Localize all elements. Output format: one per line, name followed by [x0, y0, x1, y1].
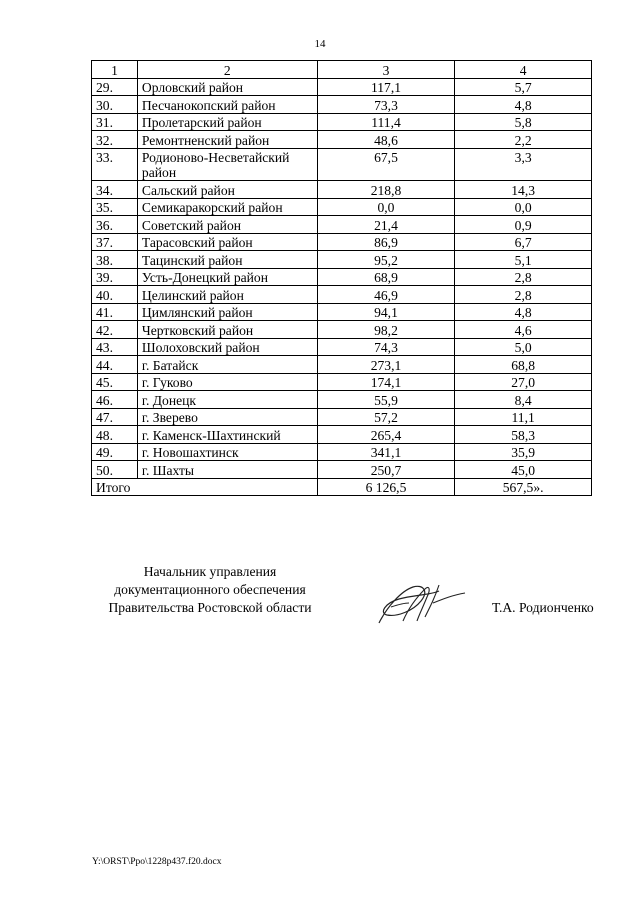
table-row — [92, 216, 592, 234]
file-path-footer: Y:\ORST\Ppo\1228p437.f20.docx — [92, 857, 222, 867]
page-number: 14 — [314, 38, 326, 50]
row-value-3: 86,9 — [317, 233, 455, 251]
row-number: 37. — [92, 233, 138, 251]
table-row — [92, 251, 592, 269]
row-name: г. Батайск — [137, 356, 317, 374]
row-value-4: 68,8 — [455, 356, 592, 374]
row-value-4: 11,1 — [455, 408, 592, 426]
row-value-4: 4,8 — [455, 303, 592, 321]
row-value-4: 0,9 — [455, 216, 592, 234]
row-name: Усть-Донецкий район — [137, 268, 317, 286]
row-value-4: 27,0 — [455, 373, 592, 391]
row-number: 31. — [92, 113, 138, 131]
row-value-3: 341,1 — [317, 443, 455, 461]
row-number: 33. — [92, 148, 138, 181]
row-number: 42. — [92, 321, 138, 339]
signature-title-line-2: документационного обеспечения — [114, 582, 306, 597]
table-row — [92, 233, 592, 251]
row-number: 41. — [92, 303, 138, 321]
row-value-3: 73,3 — [317, 96, 455, 114]
total-value-4: 567,5». — [455, 478, 592, 496]
row-value-4: 5,1 — [455, 251, 592, 269]
table-row — [92, 321, 592, 339]
row-number: 36. — [92, 216, 138, 234]
row-number: 40. — [92, 286, 138, 304]
row-value-3: 57,2 — [317, 408, 455, 426]
table-row — [92, 426, 592, 444]
table-row — [92, 131, 592, 149]
table-row — [92, 338, 592, 356]
row-value-4: 35,9 — [455, 443, 592, 461]
table-row — [92, 181, 592, 199]
row-value-3: 21,4 — [317, 216, 455, 234]
signature-title-line-3: Правительства Ростовской области — [108, 600, 312, 615]
row-name: Цимлянский район — [137, 303, 317, 321]
total-label: Итого — [92, 478, 318, 496]
row-value-3: 67,5 — [317, 148, 455, 181]
row-name: г. Донецк — [137, 391, 317, 409]
row-name: Пролетарский район — [137, 113, 317, 131]
row-name: Песчанокопский район — [137, 96, 317, 114]
row-value-3: 55,9 — [317, 391, 455, 409]
row-name: г. Каменск-Шахтинский — [137, 426, 317, 444]
row-number: 43. — [92, 338, 138, 356]
row-value-4: 5,0 — [455, 338, 592, 356]
row-value-4: 2,8 — [455, 286, 592, 304]
row-value-3: 174,1 — [317, 373, 455, 391]
row-name: Целинский район — [137, 286, 317, 304]
signatory-name: Т.А. Родионченко — [492, 600, 594, 615]
row-value-4: 3,3 — [455, 148, 592, 181]
row-value-3: 74,3 — [317, 338, 455, 356]
table-row — [92, 96, 592, 114]
table-row — [92, 408, 592, 426]
row-number: 35. — [92, 198, 138, 216]
table-row — [92, 461, 592, 479]
row-name: г. Новошахтинск — [137, 443, 317, 461]
row-value-4: 45,0 — [455, 461, 592, 479]
row-value-4: 4,6 — [455, 321, 592, 339]
row-value-3: 111,4 — [317, 113, 455, 131]
row-value-4: 58,3 — [455, 426, 592, 444]
row-name: Чертковский район — [137, 321, 317, 339]
row-value-3: 98,2 — [317, 321, 455, 339]
row-name: Родионово-Несветайский район — [137, 148, 317, 181]
row-number: 34. — [92, 181, 138, 199]
row-value-3: 117,1 — [317, 78, 455, 96]
row-name: Шолоховский район — [137, 338, 317, 356]
row-name: г. Гуково — [137, 373, 317, 391]
row-value-4: 8,4 — [455, 391, 592, 409]
row-value-4: 5,7 — [455, 78, 592, 96]
row-number: 29. — [92, 78, 138, 96]
row-value-3: 48,6 — [317, 131, 455, 149]
handwritten-signature — [373, 577, 468, 629]
row-value-3: 265,4 — [317, 426, 455, 444]
row-value-3: 94,1 — [317, 303, 455, 321]
header-cell-4: 4 — [455, 61, 592, 79]
table-body — [92, 61, 592, 496]
table-row — [92, 286, 592, 304]
signature-title-line-1: Начальник управления — [143, 564, 277, 579]
table-row — [92, 356, 592, 374]
row-name: Семикаракорский район — [137, 198, 317, 216]
row-name: г. Шахты — [137, 461, 317, 479]
row-value-4: 2,2 — [455, 131, 592, 149]
row-number: 32. — [92, 131, 138, 149]
total-value-3: 6 126,5 — [317, 478, 455, 496]
row-name: Советский район — [137, 216, 317, 234]
row-value-3: 46,9 — [317, 286, 455, 304]
row-number: 46. — [92, 391, 138, 409]
row-number: 44. — [92, 356, 138, 374]
signature-title — [90, 563, 330, 617]
row-name: г. Зверево — [137, 408, 317, 426]
header-cell-1: 1 — [92, 61, 138, 79]
table-row — [92, 198, 592, 216]
row-number: 49. — [92, 443, 138, 461]
row-number: 50. — [92, 461, 138, 479]
table-row — [92, 268, 592, 286]
row-value-4: 14,3 — [455, 181, 592, 199]
row-value-4: 5,8 — [455, 113, 592, 131]
row-number: 45. — [92, 373, 138, 391]
row-value-3: 95,2 — [317, 251, 455, 269]
header-cell-3: 3 — [317, 61, 455, 79]
row-number: 30. — [92, 96, 138, 114]
row-value-4: 6,7 — [455, 233, 592, 251]
row-name: Тацинский район — [137, 251, 317, 269]
row-number: 39. — [92, 268, 138, 286]
table-row — [92, 148, 592, 181]
row-value-3: 68,9 — [317, 268, 455, 286]
table-row — [92, 303, 592, 321]
table-row — [92, 443, 592, 461]
table-row — [92, 113, 592, 131]
row-value-3: 250,7 — [317, 461, 455, 479]
row-name: Орловский район — [137, 78, 317, 96]
table-total-row — [92, 478, 592, 496]
header-cell-2: 2 — [137, 61, 317, 79]
row-number: 48. — [92, 426, 138, 444]
table-row — [92, 78, 592, 96]
row-value-4: 0,0 — [455, 198, 592, 216]
row-number: 38. — [92, 251, 138, 269]
table-header-row — [92, 61, 592, 79]
row-value-4: 4,8 — [455, 96, 592, 114]
row-name: Тарасовский район — [137, 233, 317, 251]
row-value-3: 218,8 — [317, 181, 455, 199]
row-value-3: 273,1 — [317, 356, 455, 374]
row-value-4: 2,8 — [455, 268, 592, 286]
row-name: Сальский район — [137, 181, 317, 199]
table-row — [92, 391, 592, 409]
row-value-3: 0,0 — [317, 198, 455, 216]
data-table — [91, 60, 592, 496]
row-number: 47. — [92, 408, 138, 426]
table-row — [92, 373, 592, 391]
row-name: Ремонтненский район — [137, 131, 317, 149]
